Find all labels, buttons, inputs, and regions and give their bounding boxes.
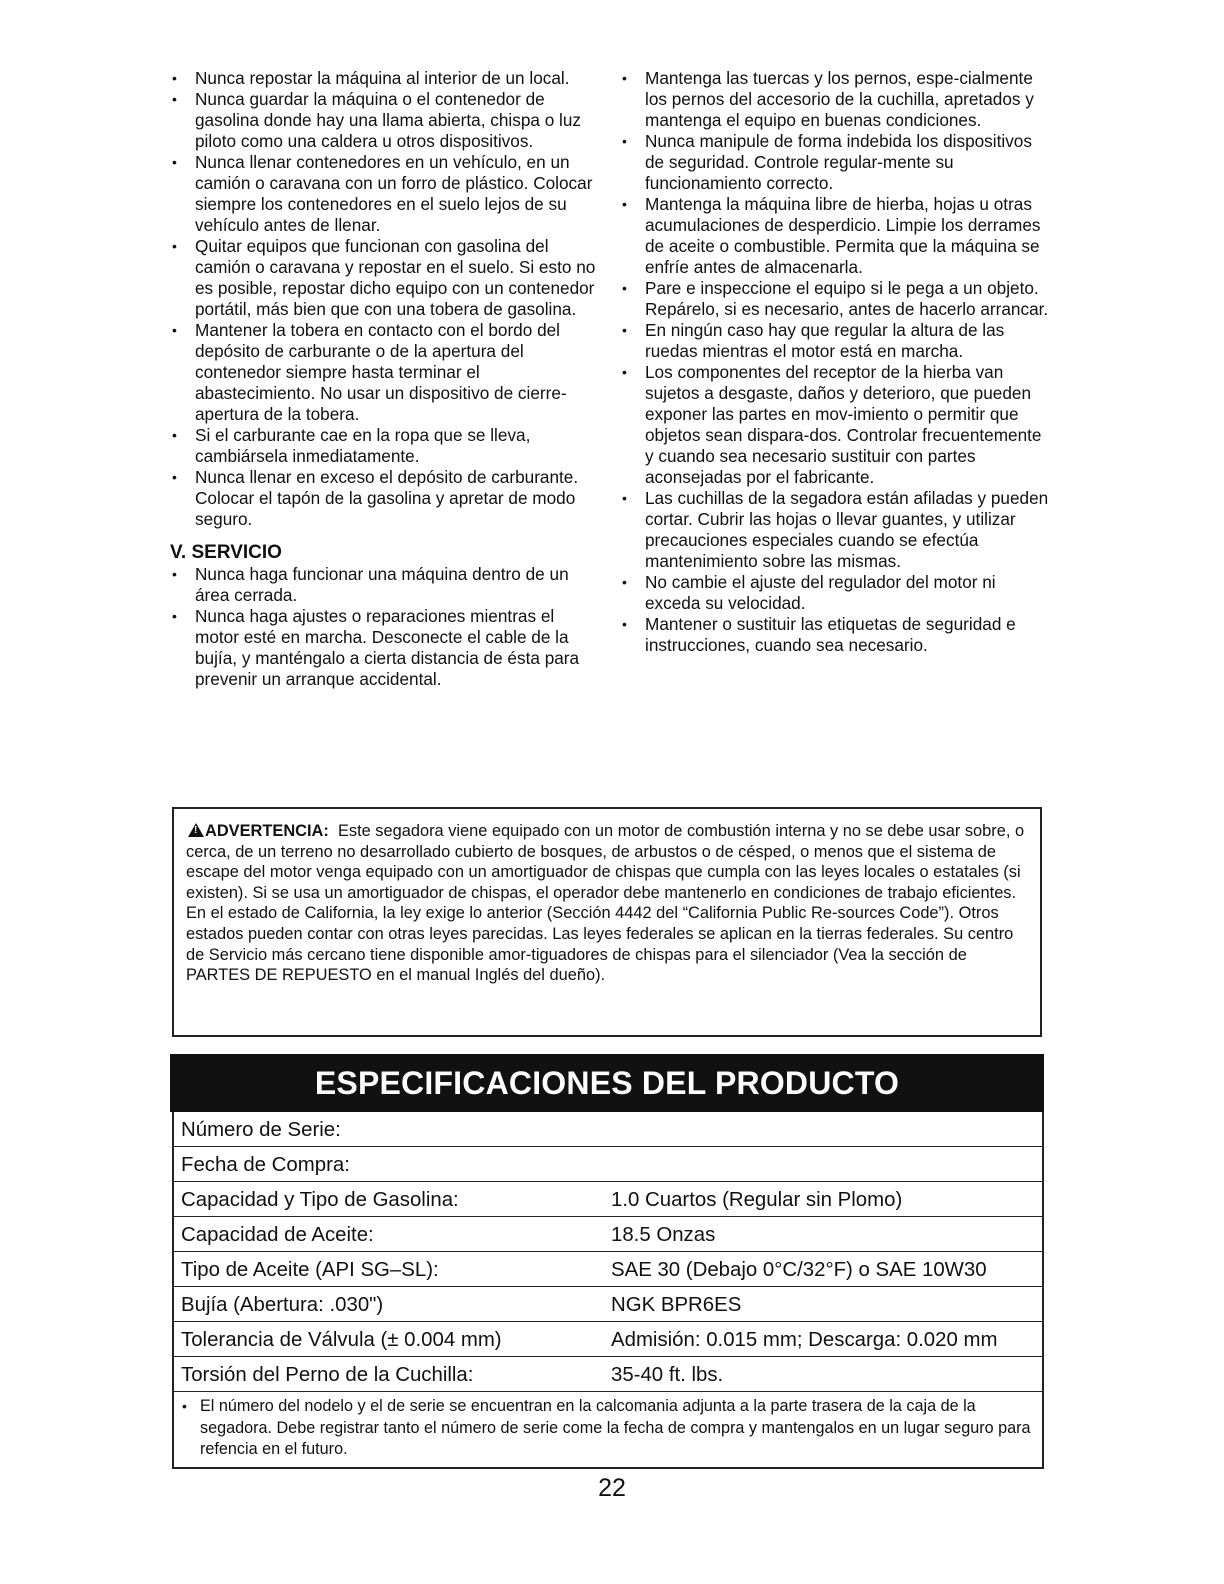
list-item: • Nunca repostar la máquina al interior de un local. [168,68,600,89]
spec-label: Número de Serie: [181,1119,341,1141]
list-item: • Mantenga la máquina libre de hierba, hojas u otras acumulaciones de desperdicio. Limpie los derrames de aceite o combustible. Permita que la máquina se enfríe antes de almacenarla. [618,194,1050,278]
note-item: • El número del nodelo y el de serie se encuentran en la calcomania adjunta a la parte trasera de la caja de la segadora. Debe registrar tanto el número de serie come la fecha de compra y mantengalos en un lugar seguro para refencia en el futuro. [182,1396,1034,1461]
spec-label: Tolerancia de Válvula (± 0.004 mm) [181,1329,502,1351]
spec-label: Tipo de Aceite (API SG–SL): [181,1259,439,1281]
list-item: • Nunca haga ajustes o reparaciones mientras el motor esté en marcha. Desconecte el cable de la bujía, y manténgalo a cierta distancia de ésta para prevenir un arranque accidental. [168,606,600,690]
spec-value: 35-40 ft. lbs. [611,1364,724,1386]
left-column [168,68,600,690]
warning-triangle-icon [188,823,204,837]
warning-paragraph [186,821,1026,903]
spec-value: NGK BPR6ES [611,1294,742,1316]
warning-box [172,807,1042,1037]
maintenance-list [618,68,1050,656]
list-item: • Mantener la tobera en contacto con el bordo del depósito de carburante o de la apertura del contenedor siempre hasta terminar el abastecimiento. No usar un dispositivo de cierre-apertura de la tobera. [168,320,600,425]
warning-text-2: En el estado de California, la ley exige lo anterior (Sección 4442 del “California Public Re-sources Code”). Otros estados pueden contar con otras leyes parecidas. Las leyes federales se aplican en la tierras federales. Su centro de Servicio más cercano tiene disponible amor-tiguadores de chispas para el silenciador (Vea la sección de PARTES DE REPUESTO en el manual Inglés del dueño). [186,904,1014,985]
table-row [174,1322,1042,1357]
spec-label: Capacidad de Aceite: [181,1224,374,1246]
service-list [168,564,600,690]
table-row [174,1287,1042,1322]
fueling-safety-list [168,68,600,530]
list-item: • Nunca haga funcionar una máquina dentro de un área cerrada. [168,564,600,606]
spec-label: Fecha de Compra: [181,1154,350,1176]
list-item: • Mantenga las tuercas y los pernos, espe-cialmente los pernos del accesorio de la cuchilla, apretados y mantenga el equipo en buenas condiciones. [618,68,1050,131]
spec-label: Capacidad y Tipo de Gasolina: [181,1189,459,1211]
table-row [174,1252,1042,1287]
specifications-title: ESPECIFICACIONES DEL PRODUCTO [170,1054,1044,1112]
right-column [618,68,1050,656]
section-heading-servicio: V. SERVICIO [170,542,282,563]
list-item: • Nunca manipule de forma indebida los dispositivos de seguridad. Controle regular-mente su funcionamiento correcto. [618,131,1050,194]
table-row [174,1147,1042,1182]
table-row [174,1357,1042,1392]
spec-value: 18.5 Onzas [611,1224,716,1246]
spec-label: Torsión del Perno de la Cuchilla: [181,1364,474,1386]
table-row [174,1112,1042,1147]
spec-value: Admisión: 0.015 mm; Descarga: 0.020 mm [611,1329,998,1351]
specifications-table [172,1112,1044,1469]
list-item: • En ningún caso hay que regular la altura de las ruedas mientras el motor está en marcha. [618,320,1050,362]
note-list [182,1396,1034,1461]
page-number: 22 [598,1474,626,1502]
table-row [174,1217,1042,1252]
list-item: • No cambie el ajuste del regulador del motor ni exceda su velocidad. [618,572,1050,614]
specifications-note [174,1392,1042,1469]
list-item: • Nunca llenar contenedores en un vehículo, en un camión o caravana con un forro de plástico. Colocar siempre los contenedores en el suelo lejos de su vehículo antes de llenar. [168,152,600,236]
list-item: • Los componentes del receptor de la hierba van sujetos a desgaste, daños y deterioro, que pueden exponer las partes en mov-imiento o permitir que objetos sean dispara-dos. Controlar frecuentemente y cuando sea necesario sustituir con partes aconsejadas por el fabricante. [618,362,1050,488]
list-item: • Si el carburante cae en la ropa que se lleva, cambiársela inmediatamente. [168,425,600,467]
warning-text-1: Este segadora viene equipado con un motor de combustión interna y no se debe usar sobre, o cerca, de un terreno no desarrollado cubierto de bosques, de arbustos o de césped, o menos que el sistema de escape del motor venga equipado con un amortiguador de chispas que cumpla con las leyes locales o estatales (si existen). Si se usa un amortiguador de chispas, el operador debe mantenerlo en condiciones de trabajo eficientes. [186,822,1025,902]
spec-value: SAE 30 (Debajo 0°C/32°F) o SAE 10W30 [611,1259,987,1281]
list-item: • Quitar equipos que funcionan con gasolina del camión o caravana y repostar en el suelo. Si esto no es posible, repostar dicho equipo con un contenedor portátil, más bien que con una tobera de gasolina. [168,236,600,320]
list-item: • Nunca guardar la máquina o el contenedor de gasolina donde hay una llama abierta, chispa o luz piloto como una caldera u otros dispositivos. [168,89,600,152]
table-row [174,1182,1042,1217]
list-item: • Mantener o sustituir las etiquetas de seguridad e instrucciones, cuando sea necesario. [618,614,1050,656]
spec-label: Bujía (Abertura: .030") [181,1294,384,1316]
list-item: • Pare e inspeccione el equipo si le pega a un objeto. Repárelo, si es necesario, antes de hacerlo arrancar. [618,278,1050,320]
list-item: • Nunca llenar en exceso el depósito de carburante. Colocar el tapón de la gasolina y apretar de modo seguro. [168,467,600,530]
warning-label: ADVERTENCIA: [205,822,329,840]
list-item: • Las cuchillas de la segadora están afiladas y pueden cortar. Cubrir las hojas o llevar guantes, y utilizar precauciones especiales cuando se efectúa mantenimiento sobre las mismas. [618,488,1050,572]
spec-value: 1.0 Cuartos (Regular sin Plomo) [611,1189,903,1211]
